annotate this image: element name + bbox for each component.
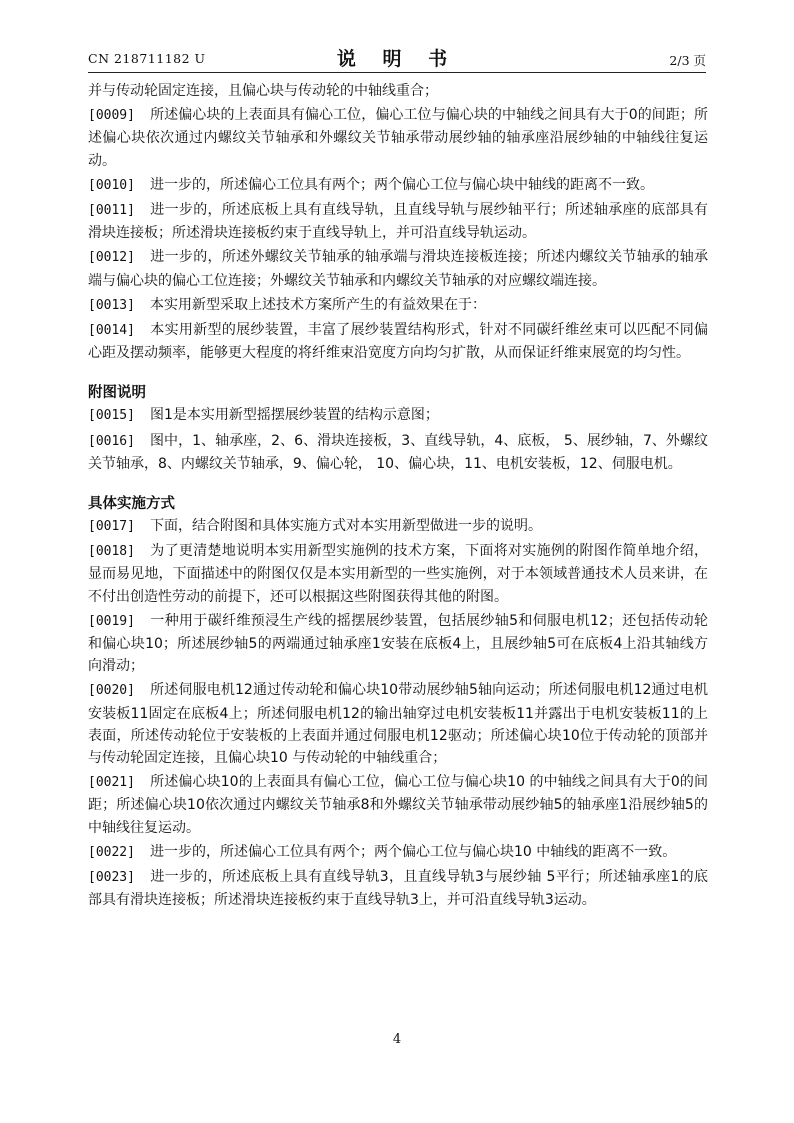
paragraph-text: 进一步的，所述底板上具有直线导轨，且直线导轨与展纱轴平行；所述轴承座的底部具有滑块连接板；所述滑块连接板约束于直线导轨上，并可沿直线导轨运动。 — [88, 202, 708, 242]
paragraph — [88, 540, 708, 608]
paragraph-number: [0023] — [88, 870, 135, 886]
paragraph-number: [0017] — [88, 519, 135, 535]
paragraph — [88, 771, 708, 839]
paragraph-number: [0009] — [88, 108, 135, 124]
paragraph-text: 并与传动轮固定连接，且偏心块与传动轮的中轴线重合； — [88, 83, 438, 99]
paragraph — [88, 404, 708, 427]
paragraph — [88, 199, 708, 244]
paragraph-number: [0022] — [88, 844, 135, 860]
paragraph-text: 本实用新型采取上述技术方案所产生的有益效果在于： — [150, 296, 486, 313]
paragraph-text: 图中，1、轴承座，2、6、滑块连接板，3、直线导轨，4、底板， 5、展纱轴，7、外螺纹关节轴承，8、内螺纹关节轴承，9、偏心轮， 10、偏心块，11、电机安装板，12、伺服电机。 — [88, 432, 708, 472]
paragraph-text: 所述偏心块10的上表面具有偏心工位，偏心工位与偏心块10 的中轴线之间具有大于0的间距；所述偏心块10依次通过内螺纹关节轴承8和外螺纹关节轴承带动展纱轴5的轴承座1沿展纱轴5的中轴线往复运动。 — [88, 774, 708, 836]
paragraph-text: 本实用新型的展纱装置，丰富了展纱装置结构形式，针对不同碳纤维丝束可以匹配不同偏心距及摆动频率，能够更大程度的将纤维束沿宽度方向均匀扩散，从而保证纤维束展宽的均匀性。 — [88, 322, 708, 362]
paragraph-text: 进一步的，所述底板上具有直线导轨3，且直线导轨3与展纱轴 5平行；所述轴承座1的底部具有滑块连接板；所述滑块连接板约束于直线导轨3上，并可沿直线导轨3运动。 — [88, 869, 708, 909]
paragraph-number: [0015] — [88, 408, 135, 424]
paragraph — [88, 80, 708, 102]
paragraph-text: 所述伺服电机12通过传动轮和偏心块10带动展纱轴5轴向运动；所述伺服电机12通过电机安装板11固定在底板4上；所述伺服电机12的输出轴穿过电机安装板11并露出于电机安装板11的上表面，所述传动轮位于安装板的上表面并通过伺服电机12驱动；所述偏心块10位于传动轮的顶部并与传动轮固定连接，且偏心块10 与传动轮的中轴线重合； — [88, 682, 708, 767]
paragraph-text: 进一步的，所述外螺纹关节轴承的轴承端与滑块连接板连接；所述内螺纹关节轴承的轴承端与偏心块的偏心工位连接；外螺纹关节轴承和内螺纹关节轴承的对应螺纹端连接。 — [88, 249, 708, 289]
paragraph-text: 图1是本实用新型摇摆展纱装置的结构示意图； — [150, 407, 439, 424]
paragraph-text: 进一步的，所述偏心工位具有两个；两个偏心工位与偏心块中轴线的距离不一致。 — [150, 176, 654, 193]
paragraph-text: 进一步的，所述偏心工位具有两个；两个偏心工位与偏心块10 中轴线的距离不一致。 — [150, 843, 677, 860]
paragraph-number: [0021] — [88, 775, 135, 791]
paragraph-text: 下面，结合附图和具体实施方式对本实用新型做进一步的说明。 — [150, 518, 542, 535]
paragraph-number: [0012] — [88, 250, 135, 266]
paragraph-number: [0013] — [88, 297, 135, 313]
paragraph — [88, 679, 708, 769]
section-heading: 附图说明 — [88, 385, 146, 402]
paragraph-number: [0019] — [88, 613, 135, 629]
paragraph — [88, 610, 708, 678]
page-number: 4 — [392, 1032, 402, 1047]
paragraph-text: 为了更清楚地说明本实用新型实施例的技术方案，下面将对实施例的附图作简单地介绍，显而易见地，下面描述中的附图仅仅是本实用新型的一些实施例，对于本领域普通技术人员来讲，在不付出创造性劳动的前提下，还可以根据这些附图获得其他的附图。 — [88, 543, 708, 605]
paragraph — [88, 294, 708, 317]
paragraph-number: [0010] — [88, 177, 135, 193]
paragraph-number: [0014] — [88, 323, 135, 339]
patent-number: CN 218711182 U — [88, 51, 206, 66]
document-body — [88, 80, 708, 914]
paragraph — [88, 319, 708, 364]
paragraph-text: 一种用于碳纤维预浸生产线的摇摆展纱装置，包括展纱轴5和伺服电机12；还包括传动轮和偏心块10；所述展纱轴5的两端通过轴承座1安装在底板4上，且展纱轴5可在底板4上沿其轴线方向滑动； — [88, 612, 708, 675]
paragraph — [88, 174, 708, 197]
paragraph — [88, 430, 708, 475]
header-divider — [88, 72, 706, 73]
paragraph-number: [0020] — [88, 683, 135, 699]
paragraph-number: [0018] — [88, 544, 135, 560]
paragraph — [88, 515, 708, 538]
page-info: 2/3 页 — [669, 53, 706, 68]
paragraph — [88, 104, 708, 172]
paragraph — [88, 246, 708, 291]
section-gap — [88, 477, 708, 493]
section-heading: 具体实施方式 — [88, 496, 175, 513]
paragraph — [88, 866, 708, 911]
paragraph-text: 所述偏心块的上表面具有偏心工位，偏心工位与偏心块的中轴线之间具有大于0的间距；所述偏心块依次通过内螺纹关节轴承和外螺纹关节轴承带动展纱轴的轴承座沿展纱轴的中轴线往复运动。 — [88, 107, 708, 169]
paragraph — [88, 841, 708, 864]
paragraph-number: [0016] — [88, 433, 135, 449]
paragraph-number: [0011] — [88, 203, 135, 219]
page-title: 说 明 书 — [336, 48, 458, 70]
section-gap — [88, 366, 708, 382]
